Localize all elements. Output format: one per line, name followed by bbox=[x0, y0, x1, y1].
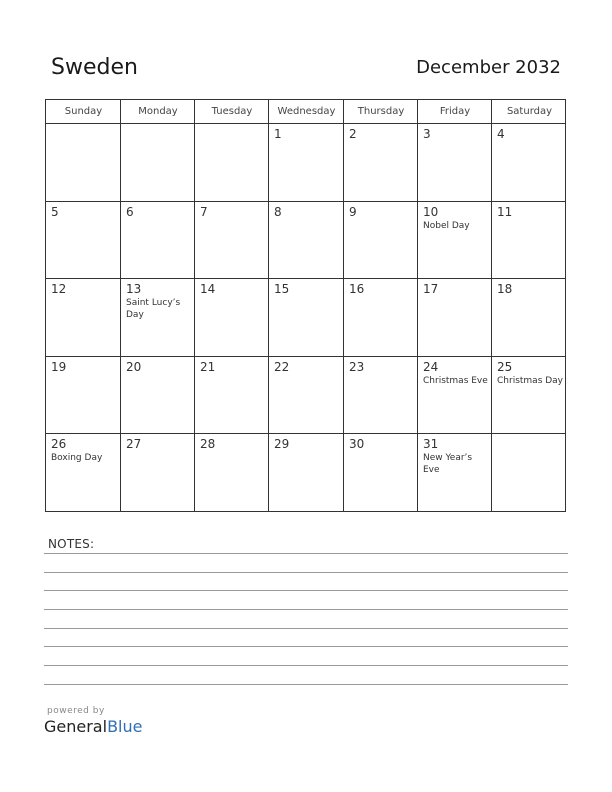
holiday-label: Boxing Day bbox=[51, 453, 103, 464]
holiday-label: Saint Lucy’s Day bbox=[126, 298, 181, 321]
day-cell bbox=[269, 357, 344, 435]
day-number: 10 bbox=[423, 204, 439, 219]
day-cell bbox=[269, 279, 344, 357]
day-number: 5 bbox=[51, 204, 59, 219]
day-cell bbox=[418, 279, 492, 357]
day-cell bbox=[418, 434, 492, 512]
day-cell bbox=[121, 202, 195, 280]
notes-line bbox=[44, 553, 568, 554]
day-number: 3 bbox=[423, 127, 431, 141]
day-cell bbox=[121, 124, 195, 202]
notes-line bbox=[44, 684, 568, 685]
weekday-label: Friday bbox=[439, 106, 471, 117]
day-number: 30 bbox=[349, 437, 365, 452]
brand-blue: Blue bbox=[107, 717, 143, 736]
day-cell bbox=[492, 434, 567, 512]
notes-line bbox=[44, 609, 568, 610]
holiday-label: New Year’s Eve bbox=[423, 453, 473, 476]
day-number: 11 bbox=[497, 204, 513, 219]
day-cell bbox=[492, 279, 567, 357]
day-cell bbox=[46, 279, 121, 357]
day-cell bbox=[46, 124, 121, 202]
day-cell bbox=[344, 279, 418, 357]
day-number: 28 bbox=[200, 437, 216, 452]
day-number: 24 bbox=[423, 359, 439, 374]
weekday-label: Sunday bbox=[64, 106, 103, 117]
day-cell bbox=[492, 357, 567, 435]
day-cell bbox=[195, 357, 269, 435]
day-cell bbox=[46, 202, 121, 280]
day-cell bbox=[195, 202, 269, 280]
generalblue-logo bbox=[44, 717, 142, 736]
day-cell bbox=[195, 124, 269, 202]
holiday-label: Christmas Eve bbox=[423, 375, 488, 386]
brand-general: General bbox=[44, 717, 108, 736]
day-cell bbox=[344, 357, 418, 435]
weekday-label: Monday bbox=[138, 106, 178, 117]
day-number: 2 bbox=[349, 127, 357, 141]
day-cell bbox=[195, 434, 269, 512]
notes-line bbox=[44, 572, 568, 573]
notes-line bbox=[44, 646, 568, 647]
day-number: 25 bbox=[497, 359, 513, 374]
notes-line bbox=[44, 628, 568, 629]
calendar-country: Sweden bbox=[51, 55, 138, 80]
notes-line bbox=[44, 665, 568, 666]
day-number: 7 bbox=[200, 204, 208, 219]
day-cell bbox=[269, 124, 344, 202]
day-cell bbox=[46, 357, 121, 435]
day-number: 4 bbox=[497, 127, 505, 141]
day-number: 6 bbox=[126, 204, 134, 219]
day-cell bbox=[492, 202, 567, 280]
powered-by-text: powered by bbox=[47, 706, 105, 716]
day-number: 27 bbox=[126, 437, 142, 452]
day-cell bbox=[418, 202, 492, 280]
notes-line bbox=[44, 590, 568, 591]
day-number: 14 bbox=[200, 282, 216, 297]
day-number: 9 bbox=[349, 204, 357, 219]
holiday-label: Christmas Day bbox=[497, 375, 564, 386]
day-number: 23 bbox=[349, 359, 365, 374]
day-cell bbox=[344, 202, 418, 280]
day-cell bbox=[344, 124, 418, 202]
day-cell bbox=[418, 124, 492, 202]
day-number: 21 bbox=[200, 359, 216, 374]
day-number: 18 bbox=[497, 282, 513, 297]
day-number: 17 bbox=[423, 282, 439, 297]
weekday-label: Tuesday bbox=[211, 106, 253, 117]
day-cell bbox=[121, 434, 195, 512]
day-cell bbox=[492, 124, 567, 202]
day-number: 15 bbox=[274, 282, 290, 297]
weekday-header-row bbox=[46, 100, 565, 124]
calendar-grid bbox=[45, 99, 566, 512]
day-cell bbox=[269, 434, 344, 512]
day-number: 29 bbox=[274, 437, 290, 452]
day-number: 26 bbox=[51, 437, 67, 452]
day-number: 31 bbox=[423, 437, 439, 452]
day-cell bbox=[418, 357, 492, 435]
day-number: 13 bbox=[126, 282, 142, 297]
weekday-label: Saturday bbox=[506, 106, 553, 117]
day-cell bbox=[195, 279, 269, 357]
day-cell bbox=[269, 202, 344, 280]
day-cell bbox=[121, 279, 195, 357]
day-number: 8 bbox=[274, 204, 282, 219]
day-cell bbox=[121, 357, 195, 435]
notes-label: NOTES: bbox=[48, 537, 95, 551]
day-number: 12 bbox=[51, 282, 67, 297]
day-number: 19 bbox=[51, 359, 67, 374]
weekday-label: Thursday bbox=[357, 106, 405, 117]
day-number: 20 bbox=[126, 359, 142, 374]
day-cell bbox=[344, 434, 418, 512]
day-number: 16 bbox=[349, 282, 365, 297]
weekday-label: Wednesday bbox=[277, 106, 336, 117]
day-number: 1 bbox=[274, 127, 282, 141]
holiday-label: Nobel Day bbox=[423, 220, 470, 231]
day-number: 22 bbox=[274, 359, 290, 374]
day-cell bbox=[46, 434, 121, 512]
calendar-month-year: December 2032 bbox=[416, 57, 561, 78]
